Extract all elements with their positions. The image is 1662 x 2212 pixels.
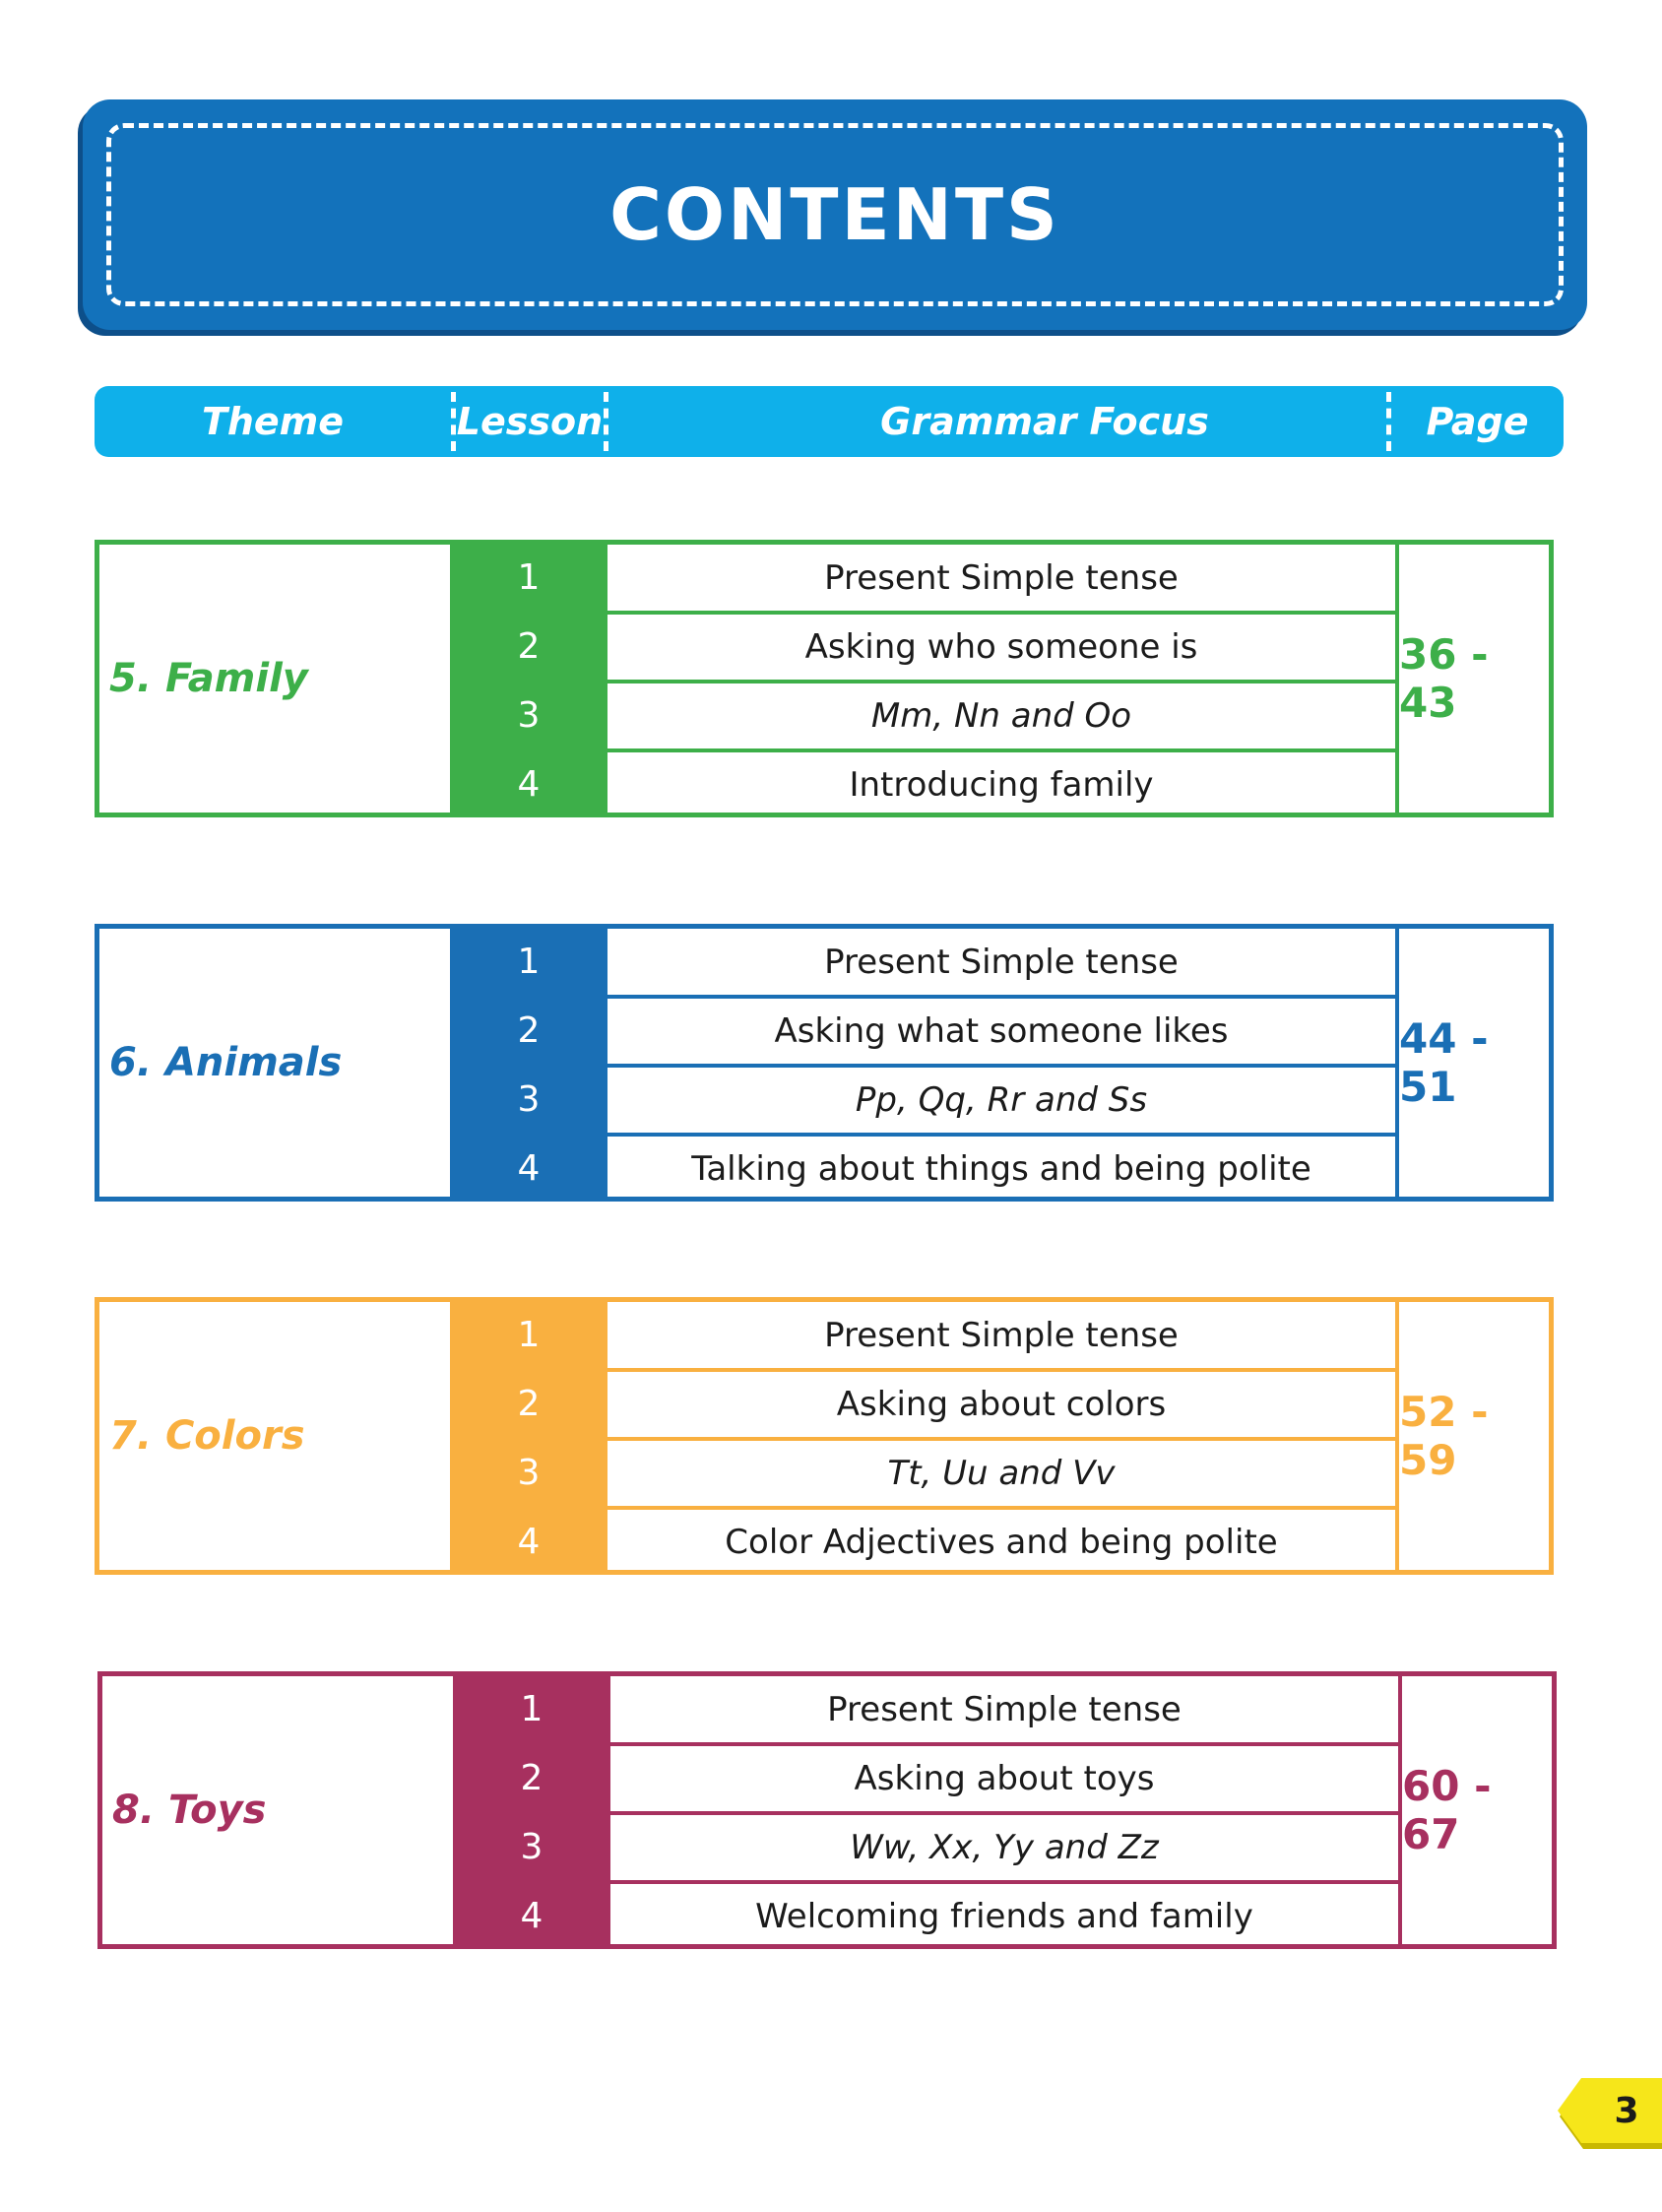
grammar-focus-item: Talking about things and being polite [691,1148,1311,1189]
lesson-number: 2 [453,1745,610,1811]
unit-pages: 36 - 43 [1399,630,1489,727]
row-divider [450,748,1395,752]
row-divider [453,1742,1398,1746]
lesson-number: 3 [450,1440,607,1506]
unit-theme: 5. Family [109,656,308,701]
grammar-focus-item: Present Simple tense [827,1689,1182,1729]
lesson-number: 3 [450,683,607,748]
grammar-focus-item: Welcoming friends and family [755,1896,1253,1936]
grammar-focus-item: Present Simple tense [824,1315,1179,1355]
grammar-focus-item: Asking what someone likes [774,1010,1229,1051]
grammar-focus-item: Introducing family [849,764,1154,805]
page-title: CONTENTS [609,173,1060,256]
grammar-focus-item: Pp, Qq, Rr and Ss [855,1079,1148,1120]
lesson-number: 4 [450,751,607,817]
lesson-number: 2 [450,1371,607,1437]
grammar-focus-column [607,1302,1395,1570]
row-divider [450,1506,1395,1510]
contents-banner [83,99,1587,330]
lesson-column [450,929,607,1197]
lesson-number: 4 [450,1509,607,1575]
unit-pages: 60 - 67 [1402,1762,1492,1858]
row-divider [450,1437,1395,1441]
lesson-number: 1 [450,1302,607,1368]
unit-theme: 6. Animals [109,1040,343,1085]
row-divider [453,1880,1398,1884]
unit-table-animals [95,924,1554,1202]
unit-table-family [95,540,1554,817]
lesson-number: 3 [453,1814,610,1880]
row-divider [450,611,1395,615]
lesson-number: 4 [453,1883,610,1949]
lesson-number: 3 [450,1067,607,1133]
grammar-focus-item: Asking about colors [836,1384,1167,1424]
grammar-focus-column [607,929,1395,1197]
lesson-column [450,1302,607,1570]
unit-table-colors [95,1297,1554,1575]
unit-theme: 8. Toys [112,1788,267,1833]
lesson-number: 1 [450,545,607,611]
header-grammar-focus: Grammar Focus [880,400,1209,443]
grammar-focus-item: Present Simple tense [824,942,1179,982]
lesson-column [453,1676,610,1944]
column-header-bar [95,386,1564,457]
grammar-focus-column [610,1676,1398,1944]
page-number-tab [1558,2078,1662,2149]
page-number: 3 [1614,2090,1639,2131]
unit-theme: 7. Colors [109,1413,305,1459]
unit-table-toys [97,1671,1557,1949]
lesson-number: 1 [450,929,607,995]
lesson-number: 1 [453,1676,610,1742]
grammar-focus-item: Color Adjectives and being polite [725,1522,1278,1562]
grammar-focus-item: Mm, Nn and Oo [870,695,1132,736]
row-divider [450,995,1395,999]
row-divider [450,1133,1395,1137]
unit-pages: 52 - 59 [1399,1388,1489,1484]
grammar-focus-item: Tt, Uu and Vv [887,1453,1116,1493]
header-theme: Theme [201,400,345,443]
lesson-column [450,545,607,813]
grammar-focus-item: Asking who someone is [804,626,1198,667]
row-divider [450,680,1395,683]
grammar-focus-item: Present Simple tense [824,557,1179,598]
banner-dashed-frame [106,123,1564,306]
header-lesson: Lesson [456,400,604,443]
unit-pages: 44 - 51 [1399,1014,1489,1111]
lesson-number: 4 [450,1136,607,1202]
grammar-focus-item: Asking about toys [854,1758,1155,1798]
lesson-number: 2 [450,998,607,1064]
row-divider [450,1064,1395,1068]
grammar-focus-column [607,545,1395,813]
grammar-focus-item: Ww, Xx, Yy and Zz [850,1827,1159,1867]
row-divider [450,1368,1395,1372]
lesson-number: 2 [450,614,607,680]
header-page: Page [1426,400,1529,443]
row-divider [453,1811,1398,1815]
